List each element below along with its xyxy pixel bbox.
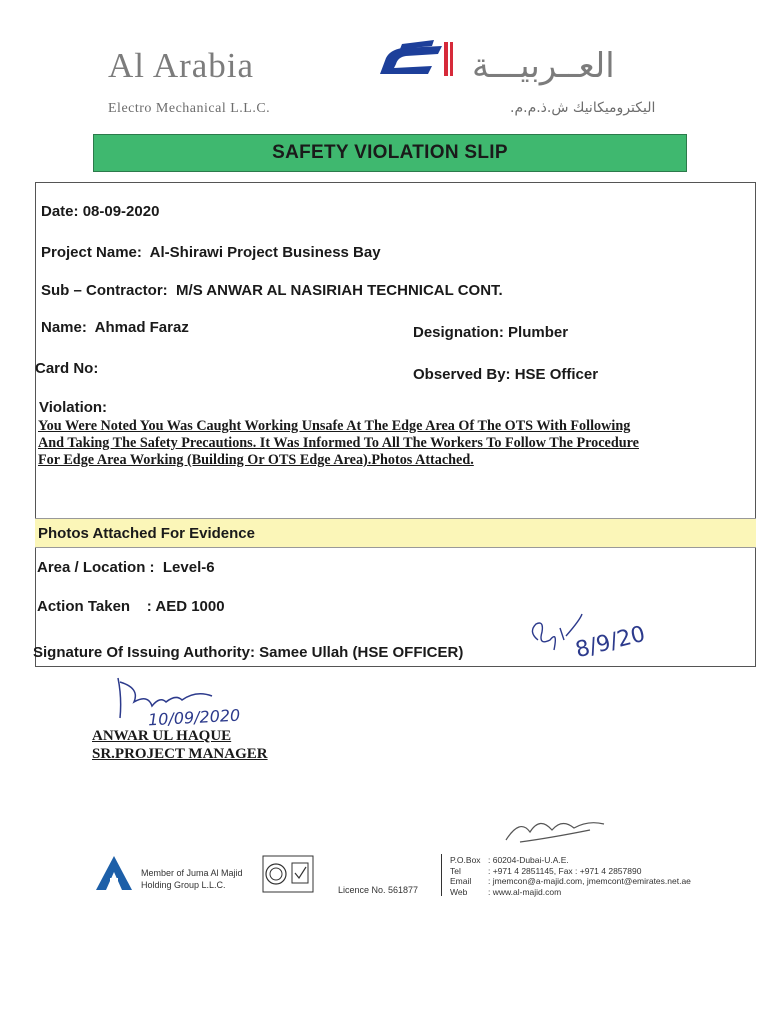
action-label: Action Taken: [37, 598, 131, 615]
member-line-1: Member of Juma Al Majid: [141, 868, 243, 878]
violation-description: [38, 418, 754, 469]
subcontractor-value: M/S ANWAR AL NASIRIAH TECHNICAL CONT.: [176, 282, 503, 299]
juma-al-majid-logo-icon: [94, 854, 134, 892]
photos-label: Photos Attached For Evidence: [38, 524, 255, 542]
action-field: [37, 598, 225, 615]
po-value: : 60204-Dubai-U.A.E.: [488, 855, 569, 865]
company-logo-mark-icon: [372, 36, 458, 84]
footer-signature-scribble: [500, 812, 610, 848]
signature-field: [33, 644, 463, 661]
signature-value: Samee Ullah (HSE OFFICER): [259, 644, 464, 661]
tel-value: : +971 4 2851145, Fax : +971 4 2857890: [488, 865, 642, 876]
document-title-bar: [93, 134, 687, 172]
project-label: Project Name:: [41, 244, 142, 261]
document-title: SAFETY VIOLATION SLIP: [272, 142, 508, 163]
licence-number: Licence No. 561877: [338, 885, 419, 895]
card-label: Card No:: [35, 360, 99, 377]
action-value: : AED 1000: [146, 598, 225, 615]
po-label: P.O.Box: [450, 855, 481, 865]
designation-label: Designation:: [413, 324, 504, 341]
company-subtitle-ar: اليكتروميكانيك ش.ذ.م.م.: [510, 100, 656, 116]
observed-value: HSE Officer: [514, 366, 599, 383]
name-value: Ahmad Faraz: [94, 319, 189, 336]
company-subtitle-en: Electro Mechanical L.L.C.: [108, 101, 271, 116]
footer-divider: [441, 854, 442, 896]
name-label: Name:: [41, 319, 87, 336]
designation-field: [413, 324, 568, 341]
email-label: Email: [450, 876, 472, 886]
name-field: [41, 319, 189, 336]
date-label: Date:: [41, 203, 79, 220]
company-name-en: Al Arabia: [108, 46, 255, 85]
manager-title: SR.PROJECT MANAGER: [92, 746, 268, 762]
subcontractor-field: [41, 282, 503, 299]
email-value: : jmemcon@a-majid.com, jmemcont@emirates.net.ae: [488, 876, 691, 886]
observed-field: [413, 366, 598, 383]
manager-name: ANWAR UL HAQUE: [92, 728, 232, 744]
contact-values: [488, 855, 691, 897]
photos-evidence-bar: [35, 518, 756, 548]
area-label: Area / Location :: [37, 559, 155, 576]
company-name-ar: العــربيـــة: [472, 46, 615, 86]
designation-value: Plumber: [508, 324, 569, 341]
project-field: [41, 244, 381, 261]
date-value: 08-09-2020: [82, 203, 160, 220]
web-value: : www.al-majid.com: [488, 886, 562, 897]
violation-line-1: You Were Noted You Was Caught Working Unsafe At The Edge Area Of The OTS With Following: [38, 418, 631, 434]
contact-labels: [450, 855, 481, 897]
member-line-2: Holding Group L.L.C.: [141, 880, 226, 890]
hse-handwritten-date: 8/9/20: [573, 621, 648, 664]
subcontractor-label: Sub – Contractor:: [41, 282, 168, 299]
certification-seal-icon: [262, 855, 314, 893]
violation-line-3: For Edge Area Working (Building Or OTS Edge Area).Photos Attached.: [38, 452, 474, 468]
area-value: Level-6: [162, 559, 215, 576]
violation-label: Violation:: [39, 399, 108, 416]
signature-label: Signature Of Issuing Authority:: [33, 644, 255, 661]
violation-line-2: And Taking The Safety Precautions. It Was Informed To All The Workers To Follow The Procedure: [38, 435, 639, 451]
manager-handwritten-date: 10/09/2020: [147, 705, 241, 730]
area-field: [37, 559, 215, 576]
date-field: [41, 203, 159, 220]
tel-label: Tel: [450, 865, 461, 876]
observed-label: Observed By:: [413, 366, 511, 383]
card-field: [35, 360, 98, 377]
project-value: Al-Shirawi Project Business Bay: [149, 244, 381, 261]
web-label: Web: [450, 886, 468, 897]
